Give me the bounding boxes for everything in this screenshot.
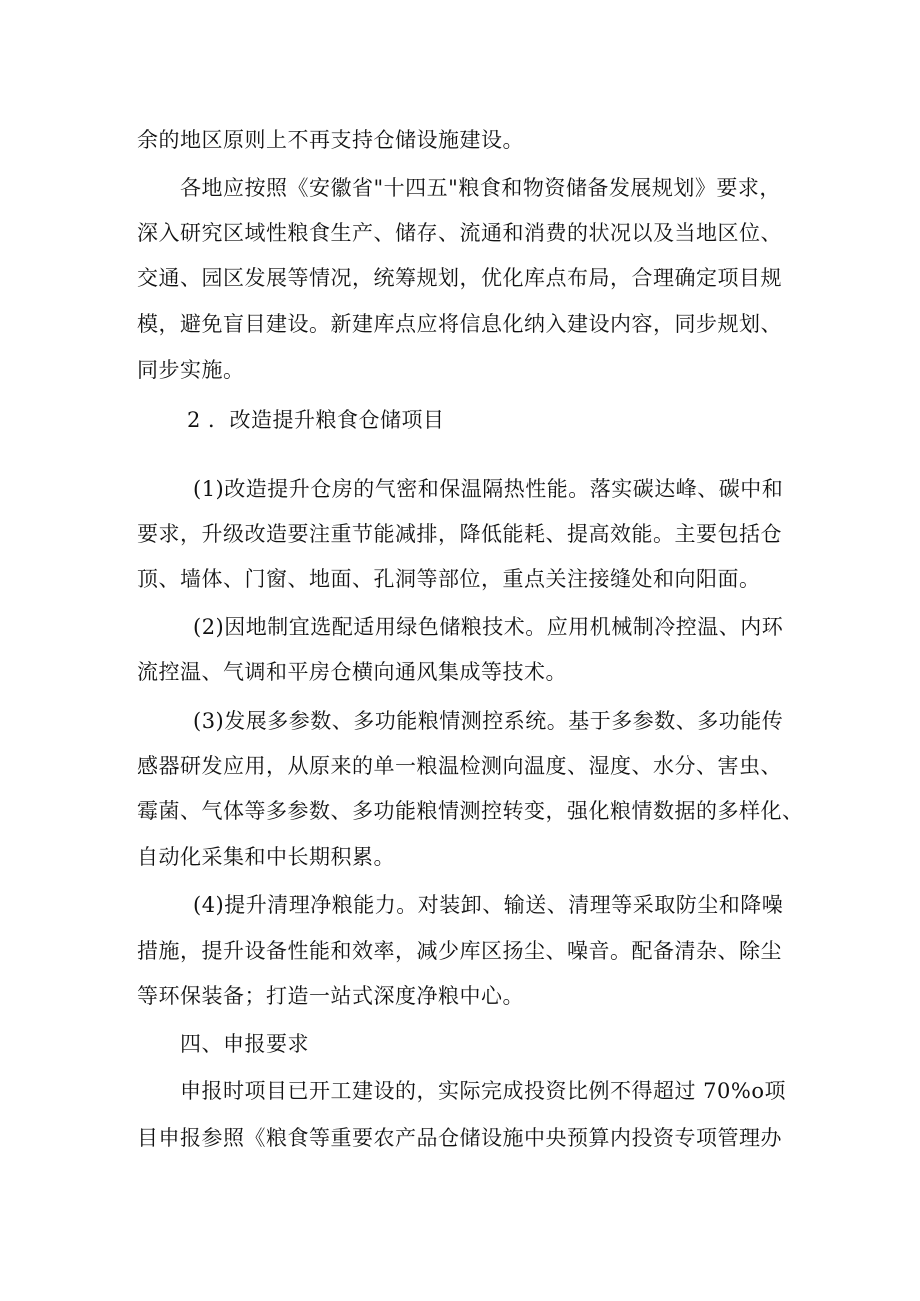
list-item-first-line: (3)发展多参数、多功能粮情测控系统。基于多参数、多功能传: [193, 709, 784, 733]
body-text-line: 目申报参照《粮食等重要农产品仓储设施中央预算内投资专项管理办: [137, 1126, 782, 1150]
list-item-first-line: (2)因地制宜选配适用绿色储粮技术。应用机械制冷控温、内环: [193, 615, 784, 639]
section-heading: 四、申报要求: [180, 1032, 309, 1056]
body-text-line: 同步实施。: [137, 358, 245, 382]
body-text-line: 顶、墙体、门窗、地面、孔洞等部位，重点关注接缝处和向阳面。: [137, 567, 761, 591]
paragraph-first-line: 各地应按照《安徽省"十四五"粮食和物资储备发展规划》要求，: [180, 176, 781, 200]
list-item-first-line: (1)改造提升仓房的气密和保温隔热性能。落实碳达峰、碳中和: [193, 477, 784, 501]
body-text-line: 自动化采集和中长期积累。: [137, 845, 395, 869]
body-text-line: 深入研究区域性粮食生产、储存、流通和消费的状况以及当地区位、: [137, 221, 782, 245]
body-text-line: 余的地区原则上不再支持仓储设施建设。: [137, 128, 524, 152]
body-text-line: 流控温、气调和平房仓横向通风集成等技术。: [137, 660, 567, 684]
paragraph-first-line: 申报时项目已开工建设的，实际完成投资比例不得超过 70%o项: [180, 1079, 786, 1103]
body-text-line: 交通、园区发展等情况，统筹规划，优化库点布局，合理确定项目规: [137, 266, 782, 290]
body-text-line: 模，避免盲目建设。新建库点应将信息化纳入建设内容，同步规划、: [137, 312, 782, 336]
body-text-line: 感器研发应用，从原来的单一粮温检测向温度、湿度、水分、害虫、: [137, 754, 782, 778]
body-text-line: 措施，提升设备性能和效率，减少库区扬尘、噪音。配备清杂、除尘: [137, 939, 782, 963]
list-item-first-line: (4)提升清理净粮能力。对装卸、输送、清理等采取防尘和降噪: [193, 893, 784, 917]
body-text-line: 霉菌、气体等多参数、多功能粮情测控转变，强化粮情数据的多样化、: [137, 799, 804, 823]
section-heading: 2 ．改造提升粮食仓储项目: [187, 408, 445, 432]
body-text-line: 等环保装备；打造一站式深度净粮中心。: [137, 984, 524, 1008]
body-text-line: 要求，升级改造要注重节能减排，降低能耗、提高效能。主要包括仓: [137, 522, 782, 546]
